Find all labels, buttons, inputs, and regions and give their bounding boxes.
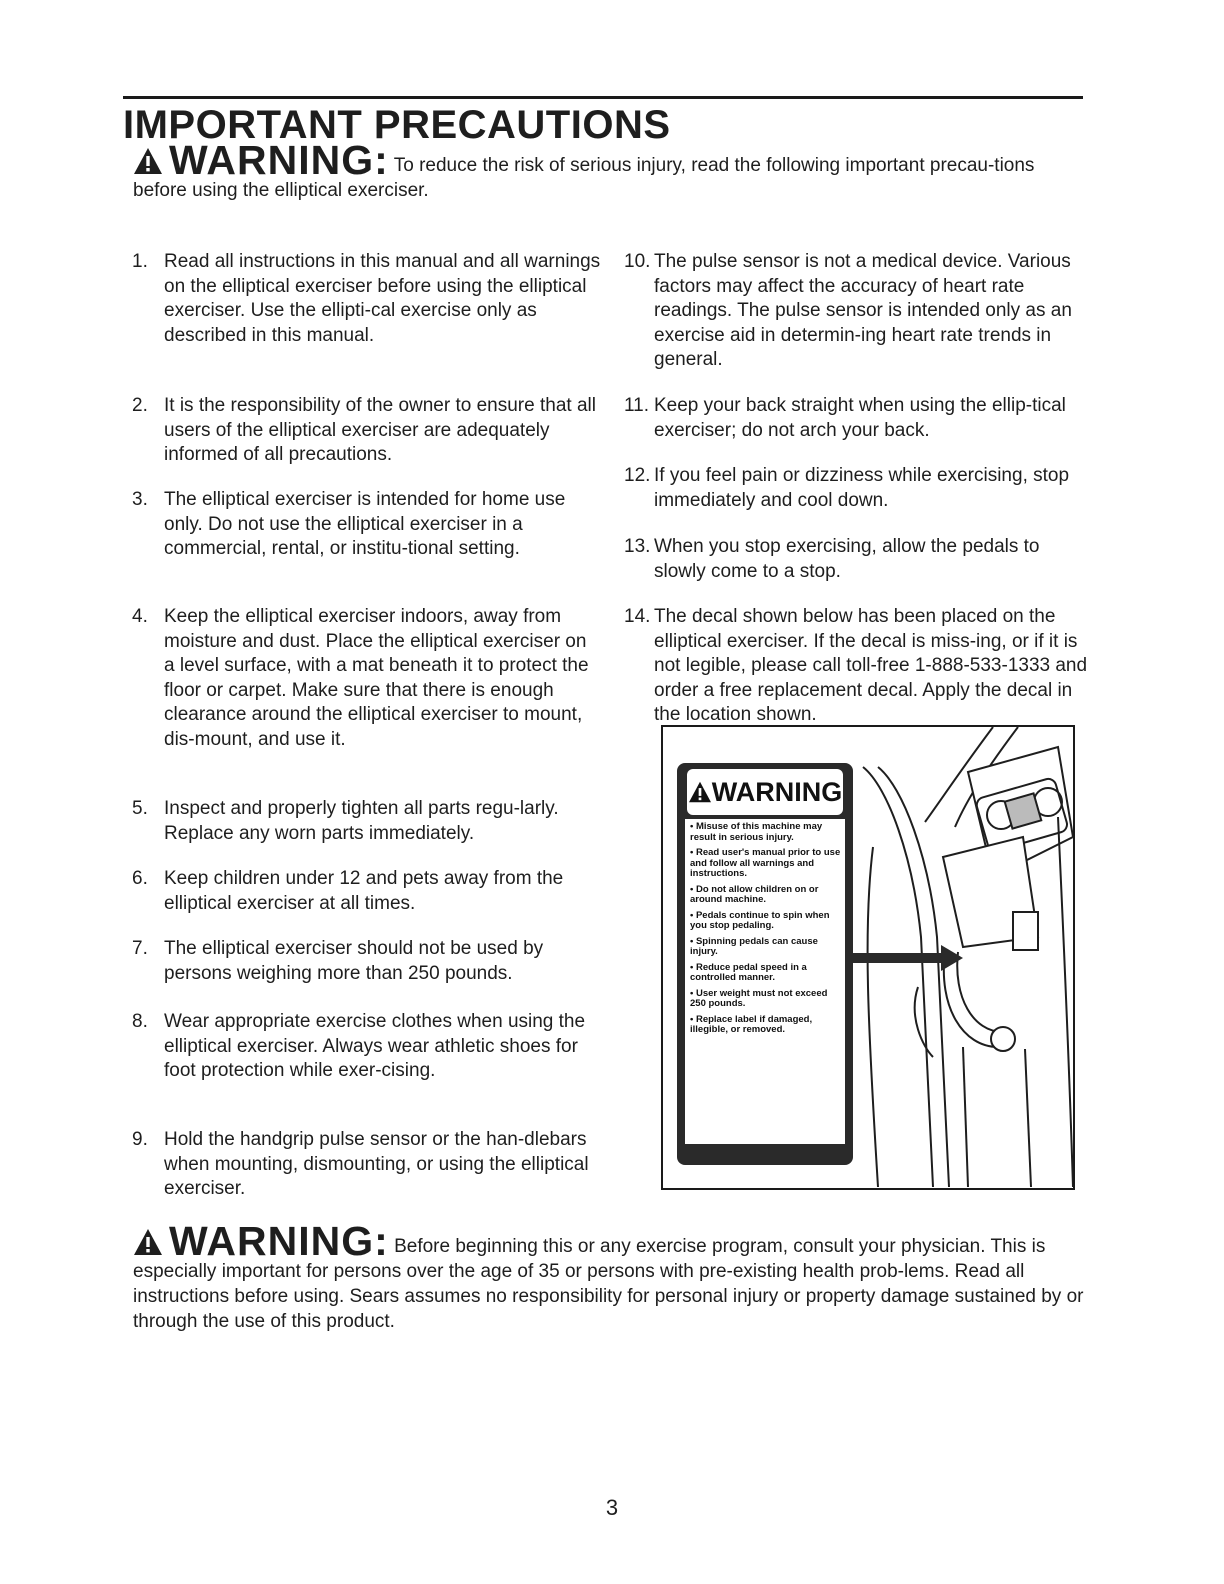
warning-bottom-text: Before beginning this or any exercise program, consult your physician. This is especially important for persons over the age of 35 or persons with pre-existing health prob-lems. Read all instructions before using. Sears assumes no responsibility for personal injury or property damage sustained by or through the use of this product. xyxy=(133,1236,1084,1332)
item-text: When you stop exercising, allow the pedals to slowly come to a stop. xyxy=(654,536,1040,582)
warning-top-label: WARNING: xyxy=(169,137,389,183)
decal-item: • Pedals continue to spin when you stop pedaling. xyxy=(690,909,830,931)
item-text: If you feel pain or dizziness while exercising, stop immediately and cool down. xyxy=(654,465,1070,511)
decal-item: • Reduce pedal speed in a controlled manner. xyxy=(690,961,807,983)
decal-item: • Read user's manual prior to use and follow all warnings and instructions. xyxy=(690,847,841,879)
decal-body xyxy=(685,819,845,1144)
page-title: IMPORTANT PRECAUTIONS xyxy=(123,103,671,147)
precaution-item xyxy=(624,464,1088,513)
item-text: Inspect and properly tighten all parts regu-larly. Replace any worn parts immediately. xyxy=(164,798,559,844)
item-number: 12. xyxy=(624,465,651,486)
precaution-item xyxy=(624,605,1088,728)
item-text: The elliptical exerciser should not be used by persons weighing more than 250 pounds. xyxy=(164,938,544,984)
item-text: The elliptical exerciser is intended for home use only. Do not use the elliptical exerciser in a commercial, rental, or institu-tional setting. xyxy=(164,489,566,559)
warning-top-text: To reduce the risk of serious injury, read the following important precau-tions before using the elliptical exerciser. xyxy=(133,155,1035,201)
item-text: Keep children under 12 and pets away from the elliptical exerciser at all times. xyxy=(164,868,564,914)
item-number: 11. xyxy=(624,395,650,416)
precaution-item xyxy=(132,488,602,562)
decal-heading xyxy=(687,769,843,815)
warning-bottom-label: WARNING: xyxy=(169,1218,389,1264)
item-number: 1. xyxy=(132,251,148,272)
item-number: 2. xyxy=(132,395,148,416)
item-number: 6. xyxy=(132,868,148,889)
decal-item: • User weight must not exceed 250 pounds. xyxy=(690,987,828,1009)
decal-item: • Do not allow children on or around machine. xyxy=(690,883,819,905)
item-number: 10. xyxy=(624,251,651,272)
warning-top xyxy=(133,137,1088,203)
precaution-item xyxy=(132,394,602,468)
warning-triangle-icon xyxy=(133,147,163,175)
decal-heading-text: WARNING xyxy=(711,776,843,807)
item-text: The decal shown below has been placed on the elliptical exerciser. If the decal is miss-ing, or if it is not legible, please call toll-free 1-888-533-1333 and order a free replacement decal. Apply the decal in the location shown. xyxy=(654,606,1088,725)
decal-item: • Replace label if damaged, illegible, or removed. xyxy=(690,1013,813,1035)
item-number: 7. xyxy=(132,938,148,959)
decal-item: • Misuse of this machine may result in serious injury. xyxy=(690,821,823,843)
precaution-item xyxy=(132,1010,602,1084)
warning-decal xyxy=(677,763,853,1165)
decal-warning-triangle-icon xyxy=(688,781,712,803)
item-number: 9. xyxy=(132,1129,148,1150)
page-number: 3 xyxy=(605,1495,619,1520)
precaution-item xyxy=(132,1128,602,1202)
item-number: 5. xyxy=(132,798,148,819)
precaution-item xyxy=(624,394,1088,443)
item-text: Hold the handgrip pulse sensor or the han-dlebars when mounting, dismounting, or using the elliptical exerciser. xyxy=(164,1129,589,1199)
item-number: 4. xyxy=(132,606,148,627)
title-rule xyxy=(123,96,1083,99)
precaution-item xyxy=(132,605,602,752)
warning-bottom xyxy=(133,1218,1088,1334)
decal-location-figure xyxy=(661,725,1075,1190)
precaution-item xyxy=(132,797,602,846)
item-number: 3. xyxy=(132,489,148,510)
item-text: Wear appropriate exercise clothes when using the elliptical exerciser. Always wear athletic shoes for foot protection while exer-cising. xyxy=(164,1011,586,1081)
precaution-item xyxy=(624,250,1088,373)
item-number: 14. xyxy=(624,606,651,627)
item-text: Keep the elliptical exerciser indoors, away from moisture and dust. Place the elliptical exerciser on a level surface, with a mat beneath it to protect the floor or carpet. Make sure that there is enough clearance around the elliptical exerciser to mount, dis-mount, and use it. xyxy=(164,606,589,750)
item-text: Read all instructions in this manual and all warnings on the elliptical exerciser before using the elliptical exerciser. Use the ellipti-cal exercise only as described in this manual. xyxy=(164,251,601,346)
precaution-item xyxy=(624,535,1088,584)
item-text: It is the responsibility of the owner to ensure that all users of the elliptical exerciser are adequately informed of all precautions. xyxy=(164,395,596,465)
item-number: 8. xyxy=(132,1011,148,1032)
precaution-item xyxy=(132,867,602,916)
item-text: Keep your back straight when using the ellip-tical exerciser; do not arch your back. xyxy=(654,395,1066,441)
warning-triangle-icon xyxy=(133,1228,163,1256)
item-text: The pulse sensor is not a medical device. Various factors may affect the accuracy of heart rate readings. The pulse sensor is intended only as an exercise aid in determin-ing heart rate trends in general. xyxy=(654,251,1072,370)
item-number: 13. xyxy=(624,536,651,557)
precaution-item xyxy=(132,250,602,348)
precaution-item xyxy=(132,937,602,986)
decal-item: • Spinning pedals can cause injury. xyxy=(690,935,818,957)
